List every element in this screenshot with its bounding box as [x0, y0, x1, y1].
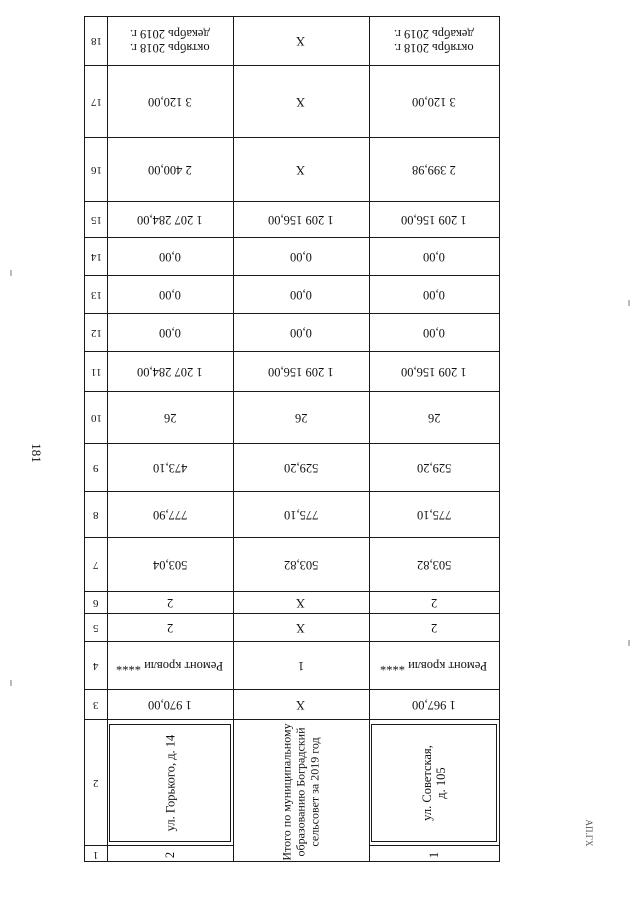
cell-c11: 1 209 156,00 [401, 365, 467, 379]
cell-c4-work-type: Ремонт кровли **** [116, 659, 224, 673]
cell-c7: 503,04 [152, 558, 188, 572]
cell-c6: X [296, 596, 306, 610]
total-label-line3: сельсовет за 2019 год [308, 737, 322, 847]
total-label [280, 723, 322, 860]
cell-c17: 3 120,00 [412, 95, 456, 109]
cell-c15: 1 209 156,00 [268, 213, 334, 227]
row-number: 2 [163, 851, 177, 859]
cell-c13: 0,00 [159, 288, 181, 302]
header-10: 10 [90, 412, 102, 424]
period-end: декабрь 2019 г. [394, 27, 474, 41]
header-4: 4 [93, 660, 99, 672]
cell-c4-count: 1 [297, 659, 305, 673]
cell-c13: 0,00 [290, 288, 312, 302]
period-start: октябрь 2018 г. [394, 41, 474, 55]
scan-artifact [10, 270, 12, 276]
cell-c17: 3 120,00 [148, 95, 192, 109]
cell-c11: 1 209 156,00 [268, 365, 334, 379]
cell-c14: 0,00 [423, 250, 445, 264]
header-1: 1 [93, 849, 99, 861]
cell-c16: X [296, 163, 306, 177]
cell-c7: 503,82 [416, 558, 452, 572]
scan-artifact [10, 680, 12, 686]
cell-c9: 473,10 [152, 461, 188, 475]
cell-c5: 2 [166, 621, 174, 635]
header-12: 12 [90, 327, 102, 339]
cell-c6: 2 [430, 596, 438, 610]
period-end: декабрь 2019 г. [130, 27, 210, 41]
cell-c7: 503,82 [283, 558, 319, 572]
cell-c13: 0,00 [423, 288, 445, 302]
period-start: октябрь 2018 г. [130, 41, 210, 55]
address-line1: ул. Советская, [420, 745, 434, 821]
cell-c10: 26 [427, 411, 441, 425]
row-number: 1 [427, 851, 441, 859]
cell-c12: 0,00 [290, 326, 312, 340]
header-14: 14 [90, 251, 102, 263]
scan-artifact [628, 640, 630, 646]
cell-c15: 1 209 156,00 [401, 213, 467, 227]
cell-c3: X [296, 698, 306, 712]
cell-c4-work-type: Ремонт кровли **** [380, 659, 488, 673]
cell-c18: X [296, 34, 306, 48]
cell-c16: 2 399,98 [412, 163, 456, 177]
table-row-total [233, 17, 370, 861]
header-8: 8 [93, 509, 99, 521]
address-line2: д. 105 [434, 767, 448, 799]
cell-c3-area: 1 970,00 [148, 698, 192, 712]
header-3: 3 [93, 699, 99, 711]
header-13: 13 [90, 289, 102, 301]
header-16: 16 [90, 164, 102, 176]
cell-c12: 0,00 [159, 326, 181, 340]
cell-c12: 0,00 [423, 326, 445, 340]
cell-c10: 26 [294, 411, 308, 425]
header-15: 15 [90, 214, 102, 226]
table-row [369, 17, 499, 861]
address [420, 745, 448, 821]
table-row [107, 17, 234, 861]
header-9: 9 [93, 462, 99, 474]
footer-mark: АП.ГХ [584, 819, 594, 847]
cell-c9: 529,20 [283, 461, 319, 475]
cell-c16: 2 400,00 [148, 163, 192, 177]
cell-c8: 777,90 [152, 508, 188, 522]
cell-c5: X [296, 621, 306, 635]
cell-c8: 775,10 [283, 508, 319, 522]
header-2: 2 [93, 777, 99, 789]
header-5: 5 [93, 622, 99, 634]
cell-c11: 1 207 284,00 [137, 365, 203, 379]
cell-c15: 1 207 284,00 [137, 213, 203, 227]
cell-c9: 529,20 [416, 461, 452, 475]
scan-artifact [628, 300, 630, 306]
cell-c5: 2 [430, 621, 438, 635]
header-11: 11 [90, 366, 102, 378]
address: ул. Горького, д. 14 [162, 734, 177, 832]
cell-c3-area: 1 967,00 [412, 698, 456, 712]
header-17: 17 [90, 96, 102, 108]
cell-c14: 0,00 [290, 250, 312, 264]
cell-c8: 775,10 [416, 508, 452, 522]
header-column [85, 17, 108, 861]
rotated-data-table [84, 16, 500, 862]
header-18: 18 [90, 35, 102, 47]
total-label-line1: Итого по муниципальному [280, 723, 294, 861]
cell-c10: 26 [163, 411, 177, 425]
cell-c14: 0,00 [159, 250, 181, 264]
header-6: 6 [93, 597, 99, 609]
total-label-line2: образованию Боградский [294, 727, 308, 857]
page-number: 181 [29, 443, 44, 463]
cell-c6: 2 [166, 596, 174, 610]
header-7: 7 [93, 559, 99, 571]
cell-c17: X [296, 95, 306, 109]
